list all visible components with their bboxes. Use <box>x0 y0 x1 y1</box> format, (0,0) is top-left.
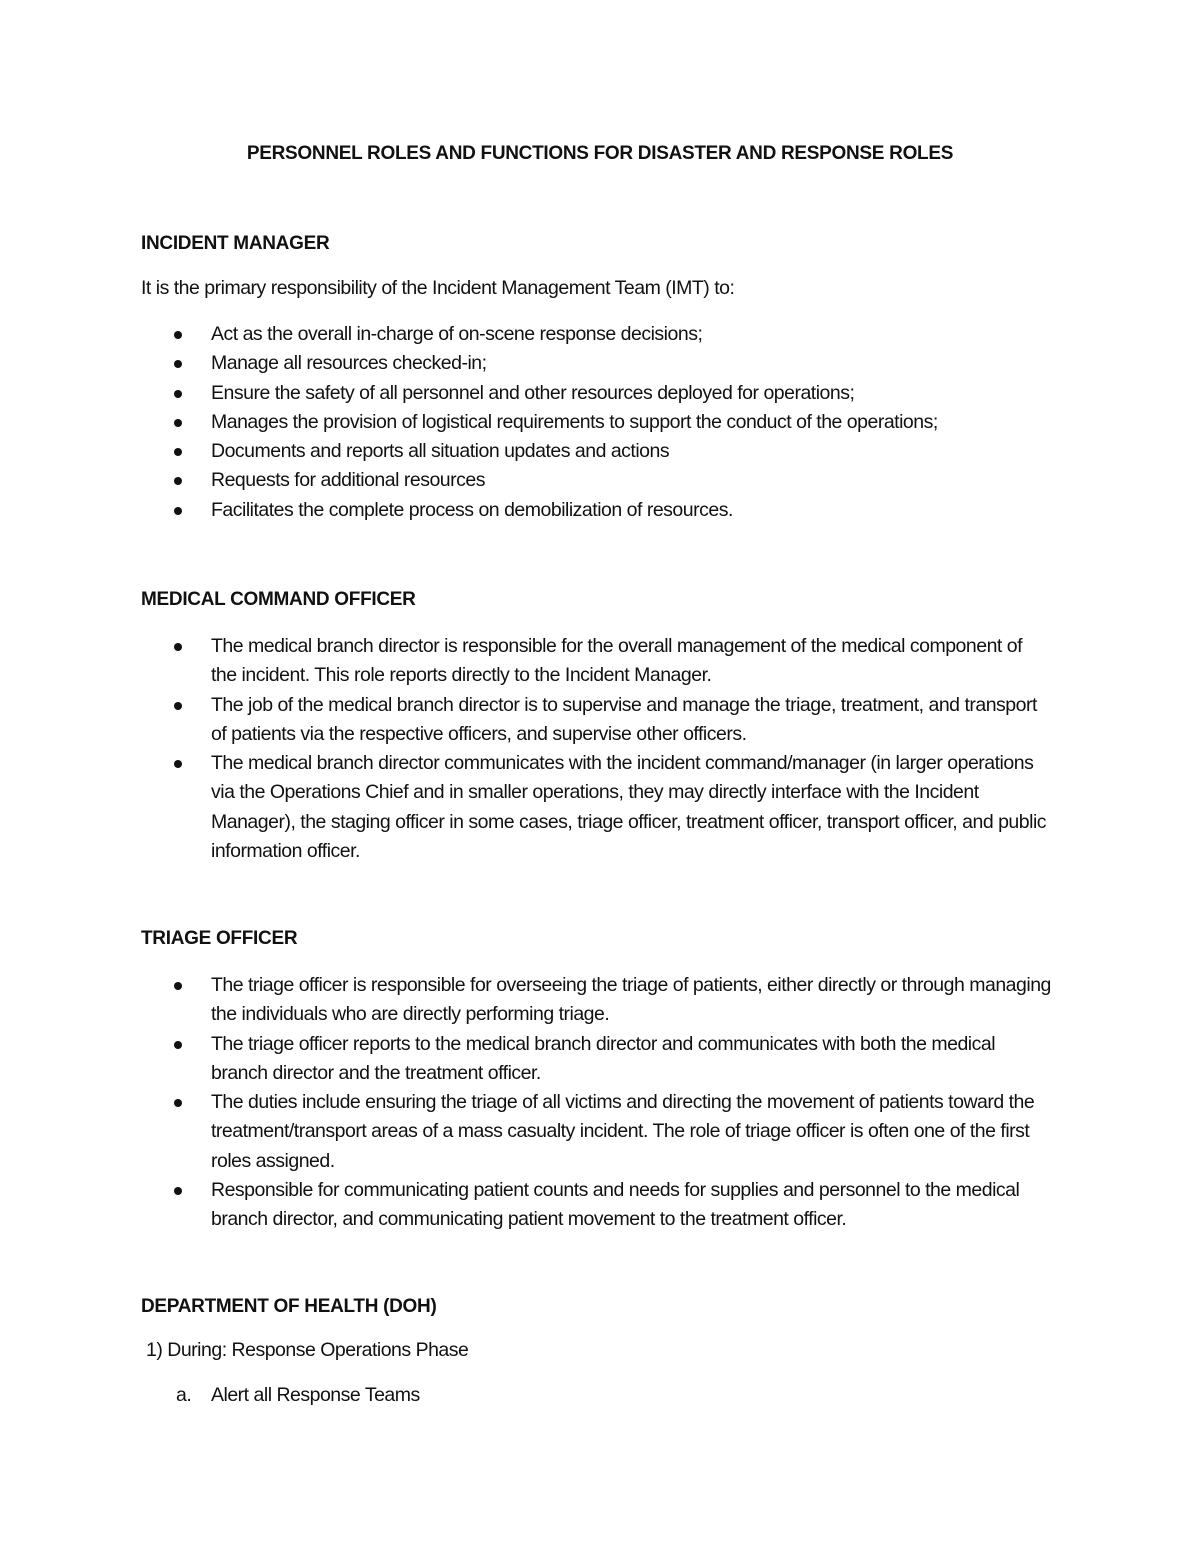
list-item-text: The triage officer is responsible for overseeing the triage of patients, either directly or through managing the individuals who are directly performing triage. <box>211 974 1051 1026</box>
list-item-text: The duties include ensuring the triage of all victims and directing the movement of patients toward the treatment/transport areas of a mass casualty incident. The role of triage officer is often one of the first roles assigned. <box>211 1091 1035 1172</box>
list-item-text: Act as the overall in-charge of on-scene response decisions; <box>211 323 703 345</box>
doh-sub-item <box>176 1384 420 1407</box>
list-item-text: The triage officer reports to the medical branch director and communicates with both the medical branch director and the treatment officer. <box>211 1032 996 1084</box>
bullet-icon <box>174 331 182 339</box>
bullet-icon <box>174 1099 182 1107</box>
document-title: PERSONNEL ROLES AND FUNCTIONS FOR DISASTER AND RESPONSE ROLES <box>246 143 954 164</box>
list-item <box>0 971 1051 1030</box>
sub-item-marker: a. <box>176 1384 192 1406</box>
bullet-icon <box>174 760 182 768</box>
list-item-text: Responsible for communicating patient counts and needs for supplies and personnel to the medical branch director, and communicating patient movement to the treatment officer. <box>211 1179 1020 1231</box>
list-item <box>0 1030 1051 1089</box>
list-item-text: Documents and reports all situation updates and actions <box>211 440 670 463</box>
bullet-icon <box>174 1041 182 1049</box>
bullet-icon <box>174 360 182 368</box>
incident-manager-list <box>0 320 1200 525</box>
list-item-text: The medical branch director is responsible for the overall management of the medical component of the incident. This role reports directly to the Incident Manager. <box>211 635 1023 687</box>
bullet-icon <box>174 390 182 398</box>
bullet-icon <box>174 448 182 456</box>
list-item <box>0 1176 1051 1235</box>
list-item-text: Manage all resources checked-in; <box>211 352 487 375</box>
list-item <box>0 349 1051 378</box>
list-item-text: The medical branch director communicates with the incident command/manager (in larger operations via the Operations Chief and in smaller operations, they may directly interface with the Incident Manager), the staging officer in some cases, triage officer, treatment officer, transport officer, and public information officer. <box>211 752 1047 863</box>
bullet-icon <box>174 419 182 427</box>
doh-phase: 1) During: Response Operations Phase <box>146 1339 469 1361</box>
bullet-icon <box>174 702 182 710</box>
heading-medical-command-officer: MEDICAL COMMAND OFFICER <box>141 589 416 610</box>
triage-officer-list <box>0 971 1200 1235</box>
bullet-icon <box>174 1187 182 1195</box>
list-item <box>0 1088 1051 1176</box>
list-item-text: The job of the medical branch director is to supervise and manage the triage, treatment, and transport of patients via the respective officers, and supervise other officers. <box>211 693 1037 745</box>
medical-command-officer-list <box>0 632 1200 866</box>
list-item <box>0 749 1051 866</box>
list-item <box>0 408 1051 437</box>
list-item <box>0 691 1051 750</box>
list-item-text: Facilitates the complete process on demobilization of resources. <box>211 498 733 521</box>
heading-incident-manager: INCIDENT MANAGER <box>141 233 330 254</box>
list-item <box>0 496 1051 525</box>
bullet-icon <box>174 507 182 515</box>
list-item <box>0 632 1051 691</box>
list-item <box>0 379 1051 408</box>
incident-manager-intro: It is the primary responsibility of the Incident Management Team (IMT) to: <box>141 277 735 299</box>
heading-department-of-health: DEPARTMENT OF HEALTH (DOH) <box>141 1296 437 1317</box>
list-item-text: Manages the provision of logistical requirements to support the conduct of the operations; <box>211 410 938 433</box>
sub-item-text: Alert all Response Teams <box>211 1384 420 1406</box>
list-item-text: Requests for additional resources <box>211 469 485 492</box>
bullet-icon <box>174 982 182 990</box>
bullet-icon <box>174 643 182 651</box>
list-item <box>0 437 1051 466</box>
list-item <box>0 320 1051 349</box>
heading-triage-officer: TRIAGE OFFICER <box>141 928 298 949</box>
list-item-text: Ensure the safety of all personnel and other resources deployed for operations; <box>211 381 855 404</box>
list-item <box>0 466 1051 495</box>
bullet-icon <box>174 477 182 485</box>
